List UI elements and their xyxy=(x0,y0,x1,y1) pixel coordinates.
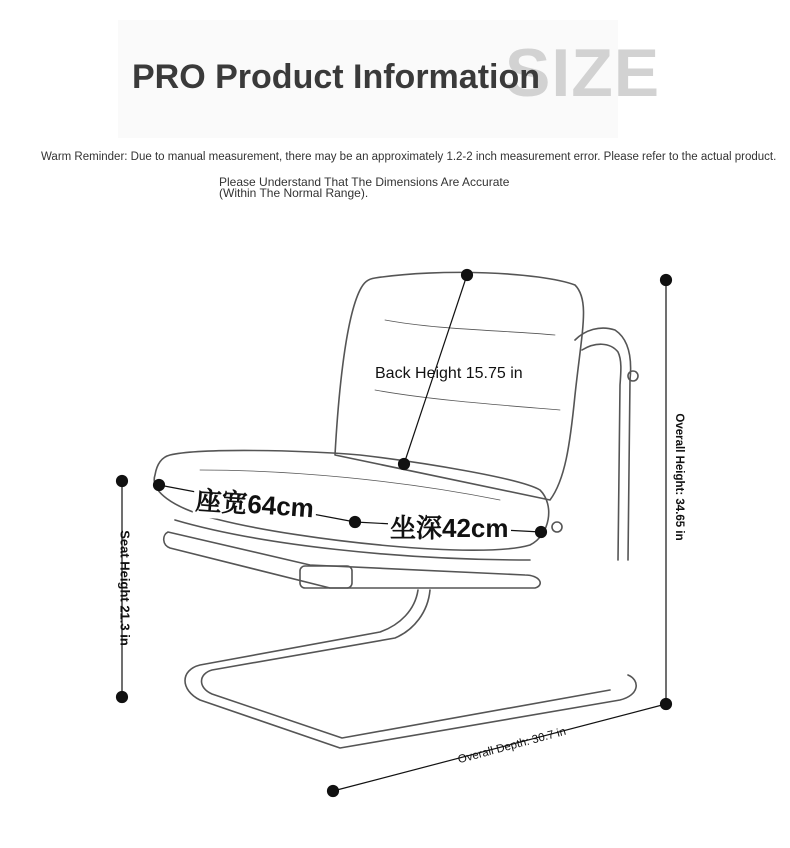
measurement-reminder: Warm Reminder: Due to manual measurement, there may be an approximately 1.2-2 inch measurement error. Please refer to the actual product. xyxy=(41,151,777,163)
marker-seat-right xyxy=(536,527,547,538)
marker-overall-height-top xyxy=(661,275,672,286)
marker-overall-depth-left xyxy=(328,786,339,797)
frame-bolt-lower xyxy=(552,522,562,532)
backrest-seam-2 xyxy=(375,390,560,410)
backrest-outline xyxy=(335,272,584,500)
back-height-label: Back Height 15.75 in xyxy=(375,365,523,382)
overall-depth-label: Overall Depth: 30.7 in xyxy=(456,725,568,767)
marker-seat-left xyxy=(154,480,165,491)
armrest-pad xyxy=(300,566,352,588)
dimension-note-line1: Please Understand That The Dimensions Are Accurate xyxy=(219,175,510,189)
seat-width-label: 座宽64cm xyxy=(192,480,317,525)
size-watermark: SIZE xyxy=(505,35,661,111)
overall-height-label: Overall Height: 34.65 in xyxy=(673,413,685,541)
frame-bolt-upper xyxy=(628,371,638,381)
page-title: PRO Product Information xyxy=(132,58,540,96)
marker-back-bottom xyxy=(399,459,410,470)
marker-seat-height-top xyxy=(117,476,128,487)
marker-back-top xyxy=(462,270,473,281)
base-inner-leg xyxy=(202,590,611,738)
marker-overall-height-bottom xyxy=(661,699,672,710)
dimension-note-line2: (Within The Normal Range). xyxy=(219,186,369,200)
frame-back-rail xyxy=(575,328,631,560)
frame-back-rail-inner xyxy=(582,344,621,560)
seat-depth-label: 坐深42cm xyxy=(388,508,511,545)
marker-seat-middle xyxy=(350,517,361,528)
seat-height-label: Seat Height 21.3 in xyxy=(117,530,133,646)
backrest-seam xyxy=(385,320,555,335)
base-front-leg xyxy=(185,590,636,748)
marker-seat-height-bottom xyxy=(117,692,128,703)
